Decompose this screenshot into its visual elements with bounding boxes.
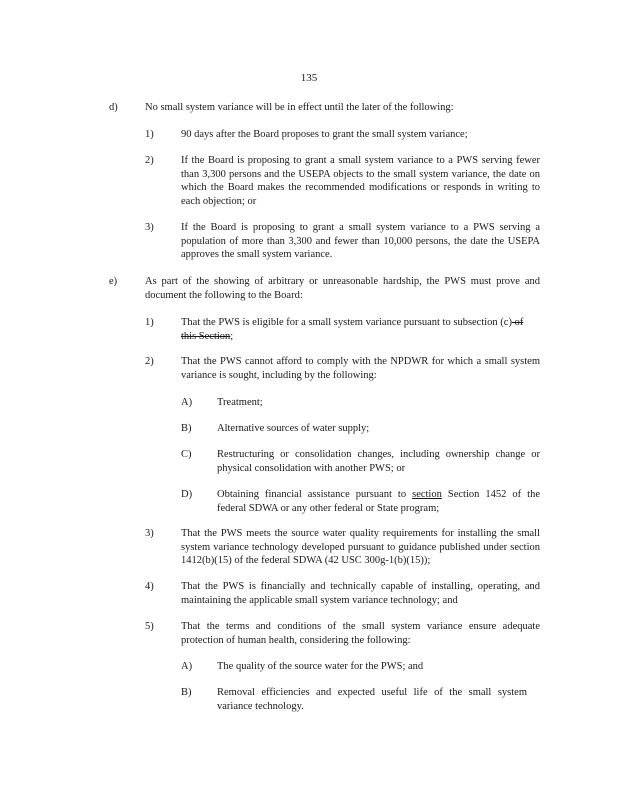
e-5-subitem-A-label: A) [181,661,193,672]
e-item-5-label: 5) [145,621,154,632]
e-item-5-text: That the terms and conditions of the small system variance ensure adequate protection of human health, considering the following: [181,621,540,646]
e-2-subitem-D-text-end: Section 1452 of the federal SDWA or any other federal or State program; [217,489,540,514]
d-item-2-text: If the Board is proposing to grant a small system variance to a PWS serving fewer than 3,300 persons and the USEPA objects to the small system variance, the date on which the Board makes the recommended modifications or responds in writing to each objection; or [181,155,540,207]
e-item-1-text-end: ; [230,330,234,342]
deleted-text: of this Section [181,317,524,342]
e-2-subitem-B-label: B) [181,423,192,434]
e-item-3-label: 3) [145,528,154,539]
e-2-subitem-A-label: A) [181,397,193,408]
d-item-2-label: 2) [145,155,154,166]
section-d-text: No small system variance will be in effect until the later of the following: [145,102,454,113]
e-item-1-text-main: That the PWS is eligible for a small system variance pursuant to subsection (c) [181,317,512,328]
d-item-3-text: If the Board is proposing to grant a small system variance to a PWS serving a population of more than 3,300 and fewer than 10,000 persons, the date the USEPA approves the small system variance. [181,222,540,261]
d-item-1-text: 90 days after the Board proposes to grant the small system variance; [181,129,468,140]
e-item-1-text [181,316,540,343]
e-5-subitem-B-text: Removal efficiencies and expected useful life of the small system variance technology. [217,687,527,712]
e-2-subitem-C-text: Restructuring or consolidation changes, including ownership change or physical consolidation with another PWS; or [217,449,540,474]
e-5-subitem-A-text: The quality of the source water for the PWS; and [217,661,424,672]
d-item-1-label: 1) [145,129,154,140]
e-item-4-label: 4) [145,581,154,592]
e-2-subitem-D-text-start: Obtaining financial assistance pursuant to [217,489,413,500]
d-item-3-label: 3) [145,222,154,233]
e-2-subitem-B-text: Alternative sources of water supply; [217,423,370,434]
page-number: 135 [300,72,318,84]
e-item-3-text: That the PWS meets the source water quality requirements for installing the small system variance technology developed pursuant to guidance published under section 1412(b)(15) of the federal SDWA (42 USC 300g-1(b)(15)); [181,528,540,567]
e-2-subitem-C-label: C) [181,449,192,460]
e-2-subitem-D-label: D) [181,489,193,500]
e-5-subitem-B-label: B) [181,687,192,698]
e-item-1-label: 1) [145,317,154,328]
section-d-label: d) [109,102,118,113]
e-item-4-text: That the PWS is financially and technically capable of installing, operating, and maintaining the applicable small system variance technology; and [181,581,540,606]
e-item-2-text: That the PWS cannot afford to comply with the NPDWR for which a small system variance is sought, including by the following: [181,356,540,381]
e-item-2-label: 2) [145,356,154,367]
e-2-subitem-D-text [217,488,540,515]
inserted-text: section [412,489,442,500]
e-2-subitem-A-text: Treatment; [217,397,263,408]
section-e-label: e) [109,276,118,287]
section-e-text: As part of the showing of arbitrary or unreasonable hardship, the PWS must prove and document the following to the Board: [145,276,540,301]
